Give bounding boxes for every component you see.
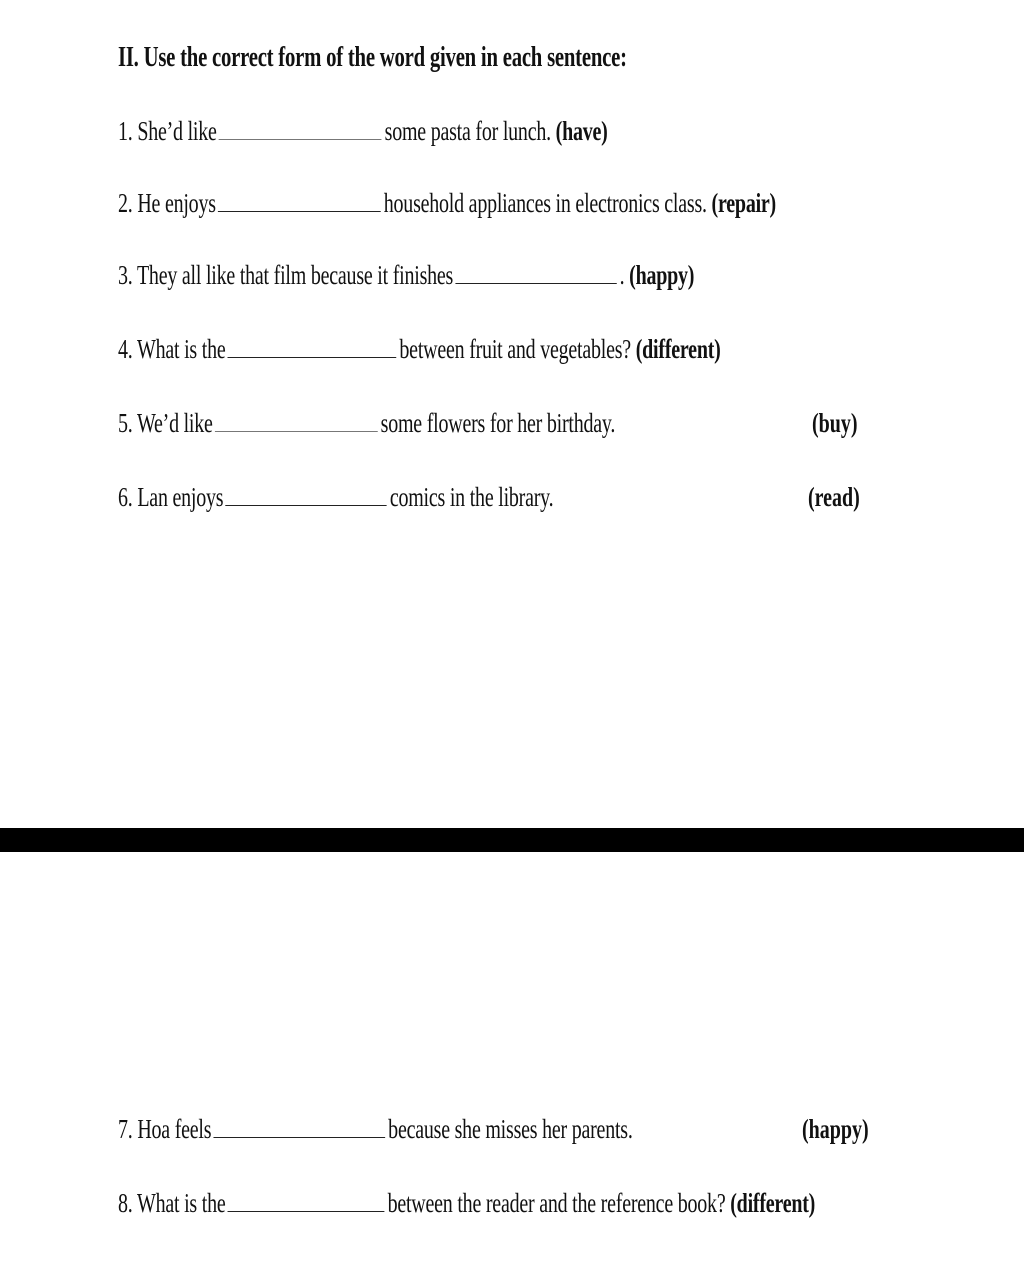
question-6 [118, 482, 553, 513]
question-7-hint: (happy) [802, 1114, 869, 1144]
question-3-hint: (happy) [629, 260, 695, 290]
answer-blank-8[interactable] [228, 1189, 385, 1212]
question-8-after: between the reader and the reference book? [387, 1188, 726, 1218]
question-3-before: 3. They all like that film because it finishes [118, 260, 454, 290]
question-5-before: 5. We’d like [118, 408, 213, 438]
answer-blank-7[interactable] [214, 1115, 386, 1138]
question-2-hint: (repair) [711, 188, 776, 218]
question-4-hint: (different) [635, 334, 721, 364]
question-4 [118, 334, 721, 365]
question-3-after: . [619, 260, 625, 290]
question-7 [118, 1114, 633, 1145]
question-5-after: some flowers for her birthday. [380, 408, 616, 438]
question-6-after: comics in the library. [389, 482, 554, 512]
question-8-before: 8. What is the [118, 1188, 226, 1218]
question-1-hint: (have) [555, 116, 608, 146]
answer-blank-6[interactable] [226, 483, 387, 506]
answer-blank-5[interactable] [215, 409, 378, 432]
question-5 [118, 408, 615, 439]
question-4-before: 4. What is the [118, 334, 226, 364]
answer-blank-3[interactable] [455, 261, 616, 284]
question-1-after: some pasta for lunch. [384, 116, 551, 146]
question-2-before: 2. He enjoys [118, 188, 216, 218]
answer-blank-1[interactable] [219, 117, 382, 140]
question-8-hint: (different) [730, 1188, 816, 1218]
question-5-hint: (buy) [812, 408, 858, 438]
question-3 [118, 260, 694, 291]
question-2 [118, 188, 776, 219]
question-1 [118, 116, 608, 147]
question-6-before: 6. Lan enjoys [118, 482, 224, 512]
question-6-hint: (read) [808, 482, 860, 512]
exercise-heading: II. Use the correct form of the word given in each sentence: [118, 42, 627, 73]
question-4-after: between fruit and vegetables? [399, 334, 631, 364]
answer-blank-2[interactable] [218, 189, 381, 212]
question-7-after: because she misses her parents. [388, 1114, 633, 1144]
question-7-before: 7. Hoa feels [118, 1114, 212, 1144]
question-8 [118, 1188, 815, 1219]
black-divider-bar [0, 828, 1024, 852]
question-2-after: household appliances in electronics class. [383, 188, 707, 218]
answer-blank-4[interactable] [228, 335, 397, 358]
question-1-before: 1. She’d like [118, 116, 217, 146]
